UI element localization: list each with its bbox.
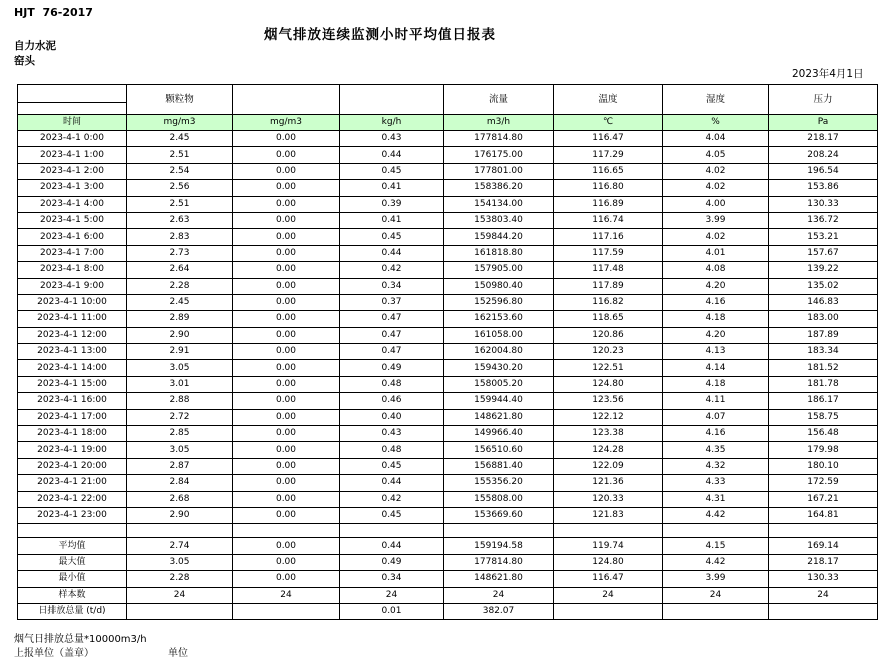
unit-pa: Pa <box>769 115 878 131</box>
value-cell: 2.72 <box>127 409 233 425</box>
table-row <box>18 442 878 458</box>
value-cell: 0.45 <box>340 229 444 245</box>
table-row <box>18 163 878 179</box>
value-cell: 159430.20 <box>444 360 554 376</box>
value-cell: 0.00 <box>233 442 340 458</box>
value-cell: 0.00 <box>233 344 340 360</box>
value-cell: 4.07 <box>663 409 769 425</box>
blank-cell <box>233 524 340 538</box>
table-row <box>18 327 878 343</box>
time-cell: 2023-4-1 21:00 <box>18 475 127 491</box>
value-cell: 0.00 <box>233 196 340 212</box>
value-cell: 121.83 <box>554 507 663 523</box>
report-date: 2023年4月1日 <box>792 68 864 80</box>
time-cell: 2023-4-1 12:00 <box>18 327 127 343</box>
value-cell: 0.45 <box>340 507 444 523</box>
value-cell: 161818.80 <box>444 245 554 261</box>
param-header-blank-2 <box>340 85 444 115</box>
value-cell: 118.65 <box>554 311 663 327</box>
data-rows-body <box>18 131 878 620</box>
value-cell: 117.29 <box>554 147 663 163</box>
value-cell: 154134.00 <box>444 196 554 212</box>
value-cell: 2.63 <box>127 212 233 228</box>
time-cell: 2023-4-1 9:00 <box>18 278 127 294</box>
value-cell: 0.00 <box>233 245 340 261</box>
value-cell: 176175.00 <box>444 147 554 163</box>
value-cell: 2.54 <box>127 163 233 179</box>
value-cell: 124.80 <box>554 376 663 392</box>
summary-value-cell: 0.01 <box>340 603 444 619</box>
table-row <box>18 278 878 294</box>
blank-cell <box>340 524 444 538</box>
time-cell: 2023-4-1 16:00 <box>18 393 127 409</box>
station-name: 窑头 <box>14 55 35 67</box>
value-cell: 172.59 <box>769 475 878 491</box>
value-cell: 120.23 <box>554 344 663 360</box>
blank-cell <box>769 524 878 538</box>
summary-value-cell: 3.99 <box>663 571 769 587</box>
value-cell: 117.89 <box>554 278 663 294</box>
value-cell: 4.01 <box>663 245 769 261</box>
value-cell: 161058.00 <box>444 327 554 343</box>
value-cell: 2.84 <box>127 475 233 491</box>
time-cell: 2023-4-1 0:00 <box>18 131 127 147</box>
value-cell: 177814.80 <box>444 131 554 147</box>
blank-cell <box>663 524 769 538</box>
value-cell: 0.42 <box>340 262 444 278</box>
summary-row <box>18 587 878 603</box>
value-cell: 0.46 <box>340 393 444 409</box>
summary-value-cell <box>769 603 878 619</box>
doc-code: HJT 76-2017 <box>14 6 93 19</box>
value-cell: 117.48 <box>554 262 663 278</box>
summary-value-cell: 0.34 <box>340 571 444 587</box>
value-cell: 0.00 <box>233 294 340 310</box>
summary-value-cell: 382.07 <box>444 603 554 619</box>
value-cell: 0.37 <box>340 294 444 310</box>
time-header-bottom-cell <box>18 103 127 115</box>
blank-cell <box>18 524 127 538</box>
summary-value-cell: 2.28 <box>127 571 233 587</box>
table-row <box>18 458 878 474</box>
value-cell: 4.02 <box>663 163 769 179</box>
value-cell: 153.21 <box>769 229 878 245</box>
summary-value-cell: 218.17 <box>769 554 878 570</box>
value-cell: 0.41 <box>340 180 444 196</box>
value-cell: 2.51 <box>127 196 233 212</box>
param-header-pressure: 压力 <box>769 85 878 115</box>
value-cell: 4.13 <box>663 344 769 360</box>
summary-value-cell: 24 <box>233 587 340 603</box>
unit-header-row <box>18 115 878 131</box>
value-cell: 179.98 <box>769 442 878 458</box>
summary-label-cell: 最小值 <box>18 571 127 587</box>
time-cell: 2023-4-1 3:00 <box>18 180 127 196</box>
value-cell: 116.74 <box>554 212 663 228</box>
time-cell: 2023-4-1 19:00 <box>18 442 127 458</box>
value-cell: 116.80 <box>554 180 663 196</box>
value-cell: 153803.40 <box>444 212 554 228</box>
summary-value-cell: 3.05 <box>127 554 233 570</box>
value-cell: 4.02 <box>663 229 769 245</box>
value-cell: 3.05 <box>127 442 233 458</box>
value-cell: 4.31 <box>663 491 769 507</box>
value-cell: 120.33 <box>554 491 663 507</box>
value-cell: 4.42 <box>663 507 769 523</box>
summary-value-cell: 0.00 <box>233 538 340 554</box>
value-cell: 0.00 <box>233 491 340 507</box>
value-cell: 4.20 <box>663 327 769 343</box>
param-header-row <box>18 85 878 103</box>
value-cell: 0.48 <box>340 442 444 458</box>
table-row <box>18 196 878 212</box>
value-cell: 4.35 <box>663 442 769 458</box>
time-cell: 2023-4-1 13:00 <box>18 344 127 360</box>
value-cell: 4.32 <box>663 458 769 474</box>
value-cell: 158.75 <box>769 409 878 425</box>
table-row <box>18 376 878 392</box>
table-row <box>18 294 878 310</box>
value-cell: 0.00 <box>233 180 340 196</box>
summary-value-cell: 24 <box>444 587 554 603</box>
param-header-temperature: 温度 <box>554 85 663 115</box>
summary-value-cell: 0.49 <box>340 554 444 570</box>
unit-m3-h: m3/h <box>444 115 554 131</box>
table-row <box>18 409 878 425</box>
value-cell: 2.88 <box>127 393 233 409</box>
value-cell: 0.34 <box>340 278 444 294</box>
value-cell: 0.00 <box>233 212 340 228</box>
table-row <box>18 360 878 376</box>
value-cell: 2.83 <box>127 229 233 245</box>
value-cell: 159844.20 <box>444 229 554 245</box>
value-cell: 0.43 <box>340 131 444 147</box>
value-cell: 0.00 <box>233 262 340 278</box>
summary-row <box>18 571 878 587</box>
value-cell: 177801.00 <box>444 163 554 179</box>
value-cell: 0.45 <box>340 458 444 474</box>
time-cell: 2023-4-1 4:00 <box>18 196 127 212</box>
value-cell: 122.51 <box>554 360 663 376</box>
table-row <box>18 131 878 147</box>
value-cell: 0.40 <box>340 409 444 425</box>
value-cell: 4.08 <box>663 262 769 278</box>
value-cell: 183.34 <box>769 344 878 360</box>
table-row <box>18 344 878 360</box>
value-cell: 121.36 <box>554 475 663 491</box>
value-cell: 162153.60 <box>444 311 554 327</box>
value-cell: 4.33 <box>663 475 769 491</box>
table-row <box>18 475 878 491</box>
summary-value-cell: 169.14 <box>769 538 878 554</box>
value-cell: 135.02 <box>769 278 878 294</box>
time-column-header: 时间 <box>18 115 127 131</box>
page-title: 烟气排放连续监测小时平均值日报表 <box>264 27 496 43</box>
summary-row <box>18 538 878 554</box>
value-cell: 159944.40 <box>444 393 554 409</box>
value-cell: 0.49 <box>340 360 444 376</box>
value-cell: 2.45 <box>127 131 233 147</box>
summary-value-cell: 124.80 <box>554 554 663 570</box>
value-cell: 2.87 <box>127 458 233 474</box>
value-cell: 117.59 <box>554 245 663 261</box>
summary-value-cell: 116.47 <box>554 571 663 587</box>
value-cell: 0.00 <box>233 229 340 245</box>
value-cell: 4.02 <box>663 180 769 196</box>
time-cell: 2023-4-1 7:00 <box>18 245 127 261</box>
param-header-blank-1 <box>233 85 340 115</box>
value-cell: 130.33 <box>769 196 878 212</box>
summary-row <box>18 603 878 619</box>
value-cell: 0.48 <box>340 376 444 392</box>
value-cell: 0.00 <box>233 131 340 147</box>
value-cell: 0.42 <box>340 491 444 507</box>
value-cell: 116.47 <box>554 131 663 147</box>
company-name: 自力水泥 <box>14 40 56 52</box>
value-cell: 0.47 <box>340 327 444 343</box>
monitoring-table <box>17 84 878 620</box>
value-cell: 2.28 <box>127 278 233 294</box>
summary-value-cell: 4.42 <box>663 554 769 570</box>
time-cell: 2023-4-1 23:00 <box>18 507 127 523</box>
summary-value-cell: 24 <box>769 587 878 603</box>
value-cell: 153669.60 <box>444 507 554 523</box>
value-cell: 2.90 <box>127 327 233 343</box>
summary-value-cell <box>233 603 340 619</box>
summary-value-cell: 24 <box>340 587 444 603</box>
value-cell: 0.39 <box>340 196 444 212</box>
summary-value-cell: 130.33 <box>769 571 878 587</box>
value-cell: 157.67 <box>769 245 878 261</box>
value-cell: 158005.20 <box>444 376 554 392</box>
value-cell: 0.00 <box>233 376 340 392</box>
value-cell: 117.16 <box>554 229 663 245</box>
summary-value-cell: 24 <box>663 587 769 603</box>
value-cell: 2.45 <box>127 294 233 310</box>
time-cell: 2023-4-1 1:00 <box>18 147 127 163</box>
value-cell: 4.00 <box>663 196 769 212</box>
value-cell: 3.99 <box>663 212 769 228</box>
value-cell: 4.18 <box>663 311 769 327</box>
summary-value-cell: 0.44 <box>340 538 444 554</box>
value-cell: 153.86 <box>769 180 878 196</box>
value-cell: 2.91 <box>127 344 233 360</box>
time-cell: 2023-4-1 22:00 <box>18 491 127 507</box>
value-cell: 0.00 <box>233 507 340 523</box>
time-cell: 2023-4-1 2:00 <box>18 163 127 179</box>
value-cell: 4.14 <box>663 360 769 376</box>
time-cell: 2023-4-1 8:00 <box>18 262 127 278</box>
value-cell: 181.52 <box>769 360 878 376</box>
value-cell: 2.85 <box>127 426 233 442</box>
time-header-top-cell <box>18 85 127 103</box>
summary-value-cell: 24 <box>554 587 663 603</box>
value-cell: 2.68 <box>127 491 233 507</box>
value-cell: 187.89 <box>769 327 878 343</box>
value-cell: 149966.40 <box>444 426 554 442</box>
param-header-flow: 流量 <box>444 85 554 115</box>
value-cell: 155356.20 <box>444 475 554 491</box>
value-cell: 4.20 <box>663 278 769 294</box>
value-cell: 122.12 <box>554 409 663 425</box>
value-cell: 116.65 <box>554 163 663 179</box>
summary-value-cell <box>554 603 663 619</box>
table-row <box>18 393 878 409</box>
summary-value-cell: 159194.58 <box>444 538 554 554</box>
value-cell: 158386.20 <box>444 180 554 196</box>
summary-label-cell: 平均值 <box>18 538 127 554</box>
value-cell: 4.04 <box>663 131 769 147</box>
time-cell: 2023-4-1 17:00 <box>18 409 127 425</box>
summary-value-cell: 24 <box>127 587 233 603</box>
value-cell: 0.45 <box>340 163 444 179</box>
value-cell: 157905.00 <box>444 262 554 278</box>
value-cell: 155808.00 <box>444 491 554 507</box>
unit-celsius: ℃ <box>554 115 663 131</box>
table-row <box>18 229 878 245</box>
time-cell: 2023-4-1 14:00 <box>18 360 127 376</box>
summary-value-cell: 119.74 <box>554 538 663 554</box>
value-cell: 208.24 <box>769 147 878 163</box>
value-cell: 123.38 <box>554 426 663 442</box>
value-cell: 4.16 <box>663 294 769 310</box>
value-cell: 0.00 <box>233 426 340 442</box>
time-cell: 2023-4-1 11:00 <box>18 311 127 327</box>
value-cell: 0.00 <box>233 409 340 425</box>
value-cell: 183.00 <box>769 311 878 327</box>
time-cell: 2023-4-1 15:00 <box>18 376 127 392</box>
value-cell: 4.18 <box>663 376 769 392</box>
value-cell: 3.01 <box>127 376 233 392</box>
value-cell: 0.47 <box>340 311 444 327</box>
value-cell: 0.43 <box>340 426 444 442</box>
value-cell: 2.56 <box>127 180 233 196</box>
value-cell: 0.00 <box>233 458 340 474</box>
value-cell: 0.44 <box>340 245 444 261</box>
table-row <box>18 311 878 327</box>
table-row <box>18 491 878 507</box>
value-cell: 0.44 <box>340 475 444 491</box>
summary-value-cell: 0.00 <box>233 571 340 587</box>
table-row <box>18 245 878 261</box>
value-cell: 122.09 <box>554 458 663 474</box>
blank-cell <box>127 524 233 538</box>
value-cell: 218.17 <box>769 131 878 147</box>
value-cell: 156881.40 <box>444 458 554 474</box>
value-cell: 120.86 <box>554 327 663 343</box>
summary-label-cell: 样本数 <box>18 587 127 603</box>
value-cell: 0.44 <box>340 147 444 163</box>
spacer-row <box>18 524 878 538</box>
value-cell: 0.00 <box>233 393 340 409</box>
value-cell: 4.16 <box>663 426 769 442</box>
summary-value-cell: 0.00 <box>233 554 340 570</box>
value-cell: 150980.40 <box>444 278 554 294</box>
value-cell: 146.83 <box>769 294 878 310</box>
summary-label-cell: 日排放总量 (t/d) <box>18 603 127 619</box>
value-cell: 0.00 <box>233 311 340 327</box>
summary-row <box>18 554 878 570</box>
summary-value-cell: 2.74 <box>127 538 233 554</box>
value-cell: 167.21 <box>769 491 878 507</box>
time-cell: 2023-4-1 18:00 <box>18 426 127 442</box>
table-row <box>18 180 878 196</box>
time-cell: 2023-4-1 5:00 <box>18 212 127 228</box>
value-cell: 156510.60 <box>444 442 554 458</box>
report-unit-label: 上报单位（盖章） <box>14 648 94 659</box>
value-cell: 136.72 <box>769 212 878 228</box>
value-cell: 116.89 <box>554 196 663 212</box>
table-row <box>18 212 878 228</box>
value-cell: 0.00 <box>233 163 340 179</box>
table-row <box>18 147 878 163</box>
value-cell: 139.22 <box>769 262 878 278</box>
time-cell: 2023-4-1 10:00 <box>18 294 127 310</box>
value-cell: 4.05 <box>663 147 769 163</box>
value-cell: 3.05 <box>127 360 233 376</box>
param-header-humidity: 湿度 <box>663 85 769 115</box>
value-cell: 148621.80 <box>444 409 554 425</box>
value-cell: 162004.80 <box>444 344 554 360</box>
value-cell: 116.82 <box>554 294 663 310</box>
value-cell: 0.47 <box>340 344 444 360</box>
table-row <box>18 262 878 278</box>
summary-value-cell <box>663 603 769 619</box>
value-cell: 2.73 <box>127 245 233 261</box>
summary-value-cell: 4.15 <box>663 538 769 554</box>
value-cell: 164.81 <box>769 507 878 523</box>
value-cell: 2.90 <box>127 507 233 523</box>
time-cell: 2023-4-1 20:00 <box>18 458 127 474</box>
table-row <box>18 426 878 442</box>
unit-percent: % <box>663 115 769 131</box>
value-cell: 0.00 <box>233 475 340 491</box>
unit-mg-m3-2: mg/m3 <box>233 115 340 131</box>
unit-kg-h: kg/h <box>340 115 444 131</box>
value-cell: 0.41 <box>340 212 444 228</box>
table-row <box>18 507 878 523</box>
value-cell: 196.54 <box>769 163 878 179</box>
value-cell: 0.00 <box>233 327 340 343</box>
param-header-particulate: 颗粒物 <box>127 85 233 115</box>
value-cell: 152596.80 <box>444 294 554 310</box>
summary-value-cell: 148621.80 <box>444 571 554 587</box>
value-cell: 186.17 <box>769 393 878 409</box>
unit-mg-m3-1: mg/m3 <box>127 115 233 131</box>
value-cell: 0.00 <box>233 278 340 294</box>
value-cell: 0.00 <box>233 360 340 376</box>
unit-label: 单位 <box>168 648 188 659</box>
summary-value-cell <box>127 603 233 619</box>
time-cell: 2023-4-1 6:00 <box>18 229 127 245</box>
value-cell: 123.56 <box>554 393 663 409</box>
summary-value-cell: 177814.80 <box>444 554 554 570</box>
value-cell: 4.11 <box>663 393 769 409</box>
value-cell: 2.51 <box>127 147 233 163</box>
value-cell: 0.00 <box>233 147 340 163</box>
value-cell: 2.64 <box>127 262 233 278</box>
blank-cell <box>444 524 554 538</box>
blank-cell <box>554 524 663 538</box>
value-cell: 181.78 <box>769 376 878 392</box>
summary-label-cell: 最大值 <box>18 554 127 570</box>
value-cell: 2.89 <box>127 311 233 327</box>
flue-gas-total-note: 烟气日排放总量*10000m3/h <box>14 634 147 645</box>
value-cell: 156.48 <box>769 426 878 442</box>
value-cell: 180.10 <box>769 458 878 474</box>
value-cell: 124.28 <box>554 442 663 458</box>
